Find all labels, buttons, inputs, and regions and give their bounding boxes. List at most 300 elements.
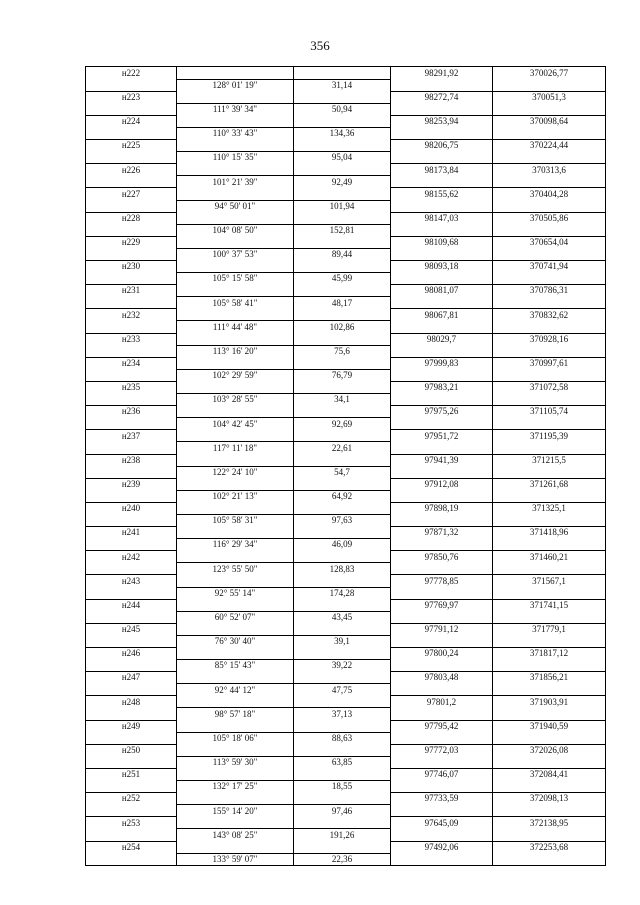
distance-cell: 75,6 (294, 345, 391, 357)
segment-row (86, 200, 606, 212)
segment-row (86, 587, 606, 599)
name-blank-cell (86, 611, 177, 623)
y-blank-cell (493, 829, 606, 841)
point-row (86, 502, 606, 514)
angle-blank-cell (177, 430, 294, 442)
x-coordinate-cell: 97492,06 (391, 841, 493, 853)
direction-angle-cell: 103° 28' 55" (177, 394, 294, 406)
distance-cell: 54,7 (294, 466, 391, 478)
name-blank-cell (86, 442, 177, 454)
x-blank-cell (391, 176, 493, 188)
angle-blank-cell (177, 381, 294, 393)
point-name-cell: н248 (86, 696, 177, 708)
segment-row (86, 394, 606, 406)
direction-angle-cell: 111° 39' 34" (177, 103, 294, 115)
x-blank-cell (391, 684, 493, 696)
x-coordinate-cell: 98173,84 (391, 164, 493, 176)
x-coordinate-cell: 98093,18 (391, 261, 493, 273)
distance-cell: 92,69 (294, 418, 391, 430)
name-blank-cell (86, 466, 177, 478)
y-coordinate-cell: 370832,62 (493, 309, 606, 321)
distance-cell: 46,09 (294, 539, 391, 551)
segment-row (86, 369, 606, 381)
angle-blank-cell (177, 648, 294, 660)
x-coordinate-cell: 97951,72 (391, 430, 493, 442)
point-name-cell: н247 (86, 672, 177, 684)
distance-cell: 92,49 (294, 176, 391, 188)
name-blank-cell (86, 176, 177, 188)
y-coordinate-cell: 370997,61 (493, 357, 606, 369)
direction-angle-cell: 98° 57' 18" (177, 708, 294, 720)
distance-blank-cell (294, 261, 391, 273)
y-coordinate-cell: 372138,95 (493, 817, 606, 829)
distance-blank-cell (294, 478, 391, 490)
segment-row (86, 611, 606, 623)
x-blank-cell (391, 514, 493, 526)
y-blank-cell (493, 442, 606, 454)
angle-blank-cell (177, 140, 294, 152)
x-coordinate-cell: 98253,94 (391, 115, 493, 127)
y-blank-cell (493, 587, 606, 599)
angle-blank-cell (177, 527, 294, 539)
segment-row (86, 829, 606, 841)
distance-cell: 63,85 (294, 756, 391, 768)
point-name-cell: н241 (86, 527, 177, 539)
name-blank-cell (86, 345, 177, 357)
angle-blank-cell (177, 115, 294, 127)
distance-blank-cell (294, 212, 391, 224)
direction-angle-cell: 105° 58' 31" (177, 514, 294, 526)
y-blank-cell (493, 79, 606, 91)
y-blank-cell (493, 297, 606, 309)
segment-row (86, 853, 606, 866)
x-coordinate-cell: 97898,19 (391, 502, 493, 514)
direction-angle-cell: 123° 55' 50" (177, 563, 294, 575)
distance-cell: 152,81 (294, 224, 391, 236)
y-coordinate-cell: 371460,21 (493, 551, 606, 563)
point-row (86, 406, 606, 418)
point-row (86, 115, 606, 127)
name-blank-cell (86, 127, 177, 139)
distance-blank-cell (294, 430, 391, 442)
segment-row (86, 418, 606, 430)
direction-angle-cell: 128° 01' 19" (177, 79, 294, 91)
x-coordinate-cell: 98029,7 (391, 333, 493, 345)
x-coordinate-cell: 98081,07 (391, 285, 493, 297)
x-blank-cell (391, 442, 493, 454)
angle-blank-cell (177, 599, 294, 611)
y-coordinate-cell: 371817,12 (493, 648, 606, 660)
y-coordinate-cell: 371741,15 (493, 599, 606, 611)
distance-blank-cell (294, 309, 391, 321)
name-blank-cell (86, 248, 177, 260)
distance-cell: 18,55 (294, 781, 391, 793)
direction-angle-cell: 85° 15' 43" (177, 660, 294, 672)
y-blank-cell (493, 756, 606, 768)
distance-cell: 31,14 (294, 79, 391, 91)
distance-blank-cell (294, 551, 391, 563)
coordinates-table (85, 66, 606, 866)
distance-blank-cell (294, 67, 391, 80)
angle-blank-cell (177, 551, 294, 563)
x-blank-cell (391, 248, 493, 260)
point-name-cell: н254 (86, 841, 177, 853)
point-row (86, 236, 606, 248)
y-coordinate-cell: 371105,74 (493, 406, 606, 418)
x-coordinate-cell: 98206,75 (391, 140, 493, 152)
point-name-cell: н231 (86, 285, 177, 297)
direction-angle-cell: 133° 59' 07" (177, 853, 294, 866)
y-blank-cell (493, 490, 606, 502)
x-blank-cell (391, 563, 493, 575)
direction-angle-cell: 110° 15' 35" (177, 152, 294, 164)
direction-angle-cell: 100° 37' 53" (177, 248, 294, 260)
name-blank-cell (86, 732, 177, 744)
point-row (86, 623, 606, 635)
x-coordinate-cell: 97778,85 (391, 575, 493, 587)
angle-blank-cell (177, 768, 294, 780)
point-row (86, 430, 606, 442)
x-blank-cell (391, 853, 493, 866)
y-coordinate-cell: 371195,39 (493, 430, 606, 442)
direction-angle-cell: 76° 30' 40" (177, 635, 294, 647)
angle-blank-cell (177, 841, 294, 853)
y-blank-cell (493, 853, 606, 866)
point-name-cell: н249 (86, 720, 177, 732)
y-blank-cell (493, 466, 606, 478)
distance-cell: 101,94 (294, 200, 391, 212)
angle-blank-cell (177, 236, 294, 248)
angle-blank-cell (177, 309, 294, 321)
y-blank-cell (493, 539, 606, 551)
x-coordinate-cell: 97800,24 (391, 648, 493, 660)
y-blank-cell (493, 152, 606, 164)
x-blank-cell (391, 490, 493, 502)
segment-row (86, 321, 606, 333)
name-blank-cell (86, 539, 177, 551)
distance-cell: 89,44 (294, 248, 391, 260)
point-row (86, 454, 606, 466)
x-blank-cell (391, 321, 493, 333)
y-blank-cell (493, 273, 606, 285)
direction-angle-cell: 102° 21' 13" (177, 490, 294, 502)
y-coordinate-cell: 371779,1 (493, 623, 606, 635)
point-name-cell: н227 (86, 188, 177, 200)
y-blank-cell (493, 708, 606, 720)
distance-blank-cell (294, 140, 391, 152)
point-name-cell: н224 (86, 115, 177, 127)
segment-row (86, 563, 606, 575)
angle-blank-cell (177, 188, 294, 200)
distance-cell: 43,45 (294, 611, 391, 623)
segment-row (86, 273, 606, 285)
x-blank-cell (391, 273, 493, 285)
name-blank-cell (86, 273, 177, 285)
angle-blank-cell (177, 285, 294, 297)
x-coordinate-cell: 97983,21 (391, 381, 493, 393)
coordinates-table-body (86, 67, 606, 866)
angle-blank-cell (177, 502, 294, 514)
name-blank-cell (86, 853, 177, 866)
segment-row (86, 442, 606, 454)
direction-angle-cell: 92° 44' 12" (177, 684, 294, 696)
angle-blank-cell (177, 575, 294, 587)
y-blank-cell (493, 563, 606, 575)
distance-blank-cell (294, 599, 391, 611)
distance-cell: 22,61 (294, 442, 391, 454)
point-name-cell: н246 (86, 648, 177, 660)
point-row (86, 575, 606, 587)
name-blank-cell (86, 418, 177, 430)
point-row (86, 140, 606, 152)
point-row (86, 164, 606, 176)
y-coordinate-cell: 370404,28 (493, 188, 606, 200)
angle-blank-cell (177, 164, 294, 176)
segment-row (86, 514, 606, 526)
distance-cell: 95,04 (294, 152, 391, 164)
distance-cell: 97,46 (294, 805, 391, 817)
segment-row (86, 684, 606, 696)
angle-blank-cell (177, 406, 294, 418)
x-blank-cell (391, 660, 493, 672)
y-coordinate-cell: 372253,68 (493, 841, 606, 853)
direction-angle-cell: 101° 21' 39" (177, 176, 294, 188)
distance-blank-cell (294, 744, 391, 756)
segment-row (86, 660, 606, 672)
x-blank-cell (391, 829, 493, 841)
y-blank-cell (493, 127, 606, 139)
point-name-cell: н236 (86, 406, 177, 418)
distance-blank-cell (294, 381, 391, 393)
x-blank-cell (391, 611, 493, 623)
name-blank-cell (86, 514, 177, 526)
name-blank-cell (86, 756, 177, 768)
x-blank-cell (391, 79, 493, 91)
y-coordinate-cell: 371903,91 (493, 696, 606, 708)
x-blank-cell (391, 781, 493, 793)
point-name-cell: н239 (86, 478, 177, 490)
segment-row (86, 805, 606, 817)
distance-blank-cell (294, 793, 391, 805)
name-blank-cell (86, 321, 177, 333)
y-blank-cell (493, 418, 606, 430)
distance-blank-cell (294, 115, 391, 127)
name-blank-cell (86, 563, 177, 575)
y-blank-cell (493, 369, 606, 381)
y-blank-cell (493, 684, 606, 696)
angle-blank-cell (177, 817, 294, 829)
point-name-cell: н250 (86, 744, 177, 756)
point-row (86, 696, 606, 708)
point-row (86, 551, 606, 563)
direction-angle-cell: 105° 15' 58" (177, 273, 294, 285)
name-blank-cell (86, 79, 177, 91)
distance-cell: 48,17 (294, 297, 391, 309)
distance-cell: 39,1 (294, 635, 391, 647)
x-coordinate-cell: 98067,81 (391, 309, 493, 321)
x-coordinate-cell: 98272,74 (391, 91, 493, 103)
segment-row (86, 224, 606, 236)
name-blank-cell (86, 805, 177, 817)
point-name-cell: н238 (86, 454, 177, 466)
distance-blank-cell (294, 623, 391, 635)
angle-blank-cell (177, 67, 294, 80)
name-blank-cell (86, 587, 177, 599)
distance-blank-cell (294, 357, 391, 369)
y-coordinate-cell: 371072,58 (493, 381, 606, 393)
angle-blank-cell (177, 91, 294, 103)
y-blank-cell (493, 611, 606, 623)
y-blank-cell (493, 394, 606, 406)
y-blank-cell (493, 514, 606, 526)
distance-cell: 64,92 (294, 490, 391, 502)
direction-angle-cell: 102° 29' 59" (177, 369, 294, 381)
segment-row (86, 635, 606, 647)
x-blank-cell (391, 466, 493, 478)
name-blank-cell (86, 708, 177, 720)
y-coordinate-cell: 370026,77 (493, 67, 606, 80)
angle-blank-cell (177, 261, 294, 273)
direction-angle-cell: 122° 24' 10" (177, 466, 294, 478)
point-name-cell: н228 (86, 212, 177, 224)
segment-row (86, 708, 606, 720)
y-coordinate-cell: 370654,04 (493, 236, 606, 248)
x-blank-cell (391, 708, 493, 720)
point-name-cell: н245 (86, 623, 177, 635)
distance-cell: 50,94 (294, 103, 391, 115)
angle-blank-cell (177, 793, 294, 805)
x-coordinate-cell: 97975,26 (391, 406, 493, 418)
x-blank-cell (391, 297, 493, 309)
direction-angle-cell: 111° 44' 48" (177, 321, 294, 333)
name-blank-cell (86, 490, 177, 502)
distance-cell: 37,13 (294, 708, 391, 720)
distance-cell: 76,79 (294, 369, 391, 381)
direction-angle-cell: 117° 11' 18" (177, 442, 294, 454)
point-row (86, 285, 606, 297)
segment-row (86, 345, 606, 357)
point-row (86, 841, 606, 853)
y-coordinate-cell: 371940,59 (493, 720, 606, 732)
y-blank-cell (493, 345, 606, 357)
angle-blank-cell (177, 333, 294, 345)
segment-row (86, 297, 606, 309)
distance-cell: 97,63 (294, 514, 391, 526)
point-name-cell: н235 (86, 381, 177, 393)
x-coordinate-cell: 98109,68 (391, 236, 493, 248)
name-blank-cell (86, 103, 177, 115)
x-blank-cell (391, 369, 493, 381)
distance-cell: 22,36 (294, 853, 391, 866)
distance-blank-cell (294, 236, 391, 248)
direction-angle-cell: 113° 59' 30" (177, 756, 294, 768)
angle-blank-cell (177, 744, 294, 756)
distance-cell: 47,75 (294, 684, 391, 696)
point-row (86, 720, 606, 732)
y-coordinate-cell: 370224,44 (493, 140, 606, 152)
point-name-cell: н253 (86, 817, 177, 829)
y-blank-cell (493, 176, 606, 188)
direction-angle-cell: 92° 55' 14" (177, 587, 294, 599)
point-row (86, 478, 606, 490)
distance-blank-cell (294, 502, 391, 514)
name-blank-cell (86, 394, 177, 406)
distance-cell: 134,36 (294, 127, 391, 139)
segment-row (86, 176, 606, 188)
y-coordinate-cell: 370505,86 (493, 212, 606, 224)
x-coordinate-cell: 98147,03 (391, 212, 493, 224)
distance-blank-cell (294, 696, 391, 708)
angle-blank-cell (177, 672, 294, 684)
x-coordinate-cell: 97733,59 (391, 793, 493, 805)
point-name-cell: н244 (86, 599, 177, 611)
distance-cell: 102,86 (294, 321, 391, 333)
distance-cell: 39,22 (294, 660, 391, 672)
segment-row (86, 539, 606, 551)
y-blank-cell (493, 248, 606, 260)
y-coordinate-cell: 371261,68 (493, 478, 606, 490)
y-blank-cell (493, 781, 606, 793)
point-row (86, 91, 606, 103)
point-row (86, 261, 606, 273)
point-name-cell: н243 (86, 575, 177, 587)
y-blank-cell (493, 200, 606, 212)
direction-angle-cell: 94° 50' 01" (177, 200, 294, 212)
x-coordinate-cell: 97850,76 (391, 551, 493, 563)
angle-blank-cell (177, 357, 294, 369)
point-name-cell: н233 (86, 333, 177, 345)
point-name-cell: н223 (86, 91, 177, 103)
point-row (86, 793, 606, 805)
segment-row (86, 152, 606, 164)
segment-row (86, 127, 606, 139)
distance-blank-cell (294, 164, 391, 176)
distance-blank-cell (294, 406, 391, 418)
distance-blank-cell (294, 575, 391, 587)
point-row (86, 527, 606, 539)
y-blank-cell (493, 805, 606, 817)
x-blank-cell (391, 127, 493, 139)
y-blank-cell (493, 321, 606, 333)
segment-row (86, 103, 606, 115)
distance-blank-cell (294, 91, 391, 103)
distance-blank-cell (294, 527, 391, 539)
segment-row (86, 466, 606, 478)
x-coordinate-cell: 97912,08 (391, 478, 493, 490)
point-name-cell: н232 (86, 309, 177, 321)
x-blank-cell (391, 224, 493, 236)
point-name-cell: н234 (86, 357, 177, 369)
x-coordinate-cell: 97645,09 (391, 817, 493, 829)
name-blank-cell (86, 152, 177, 164)
point-row (86, 67, 606, 80)
point-row (86, 381, 606, 393)
direction-angle-cell: 143° 08' 25" (177, 829, 294, 841)
angle-blank-cell (177, 720, 294, 732)
x-coordinate-cell: 98291,92 (391, 67, 493, 80)
point-name-cell: н222 (86, 67, 177, 80)
y-coordinate-cell: 371215,5 (493, 454, 606, 466)
point-row (86, 188, 606, 200)
name-blank-cell (86, 829, 177, 841)
x-coordinate-cell: 97803,48 (391, 672, 493, 684)
name-blank-cell (86, 635, 177, 647)
x-coordinate-cell: 97746,07 (391, 768, 493, 780)
y-coordinate-cell: 372026,08 (493, 744, 606, 756)
name-blank-cell (86, 297, 177, 309)
y-coordinate-cell: 371856,21 (493, 672, 606, 684)
direction-angle-cell: 104° 08' 50" (177, 224, 294, 236)
